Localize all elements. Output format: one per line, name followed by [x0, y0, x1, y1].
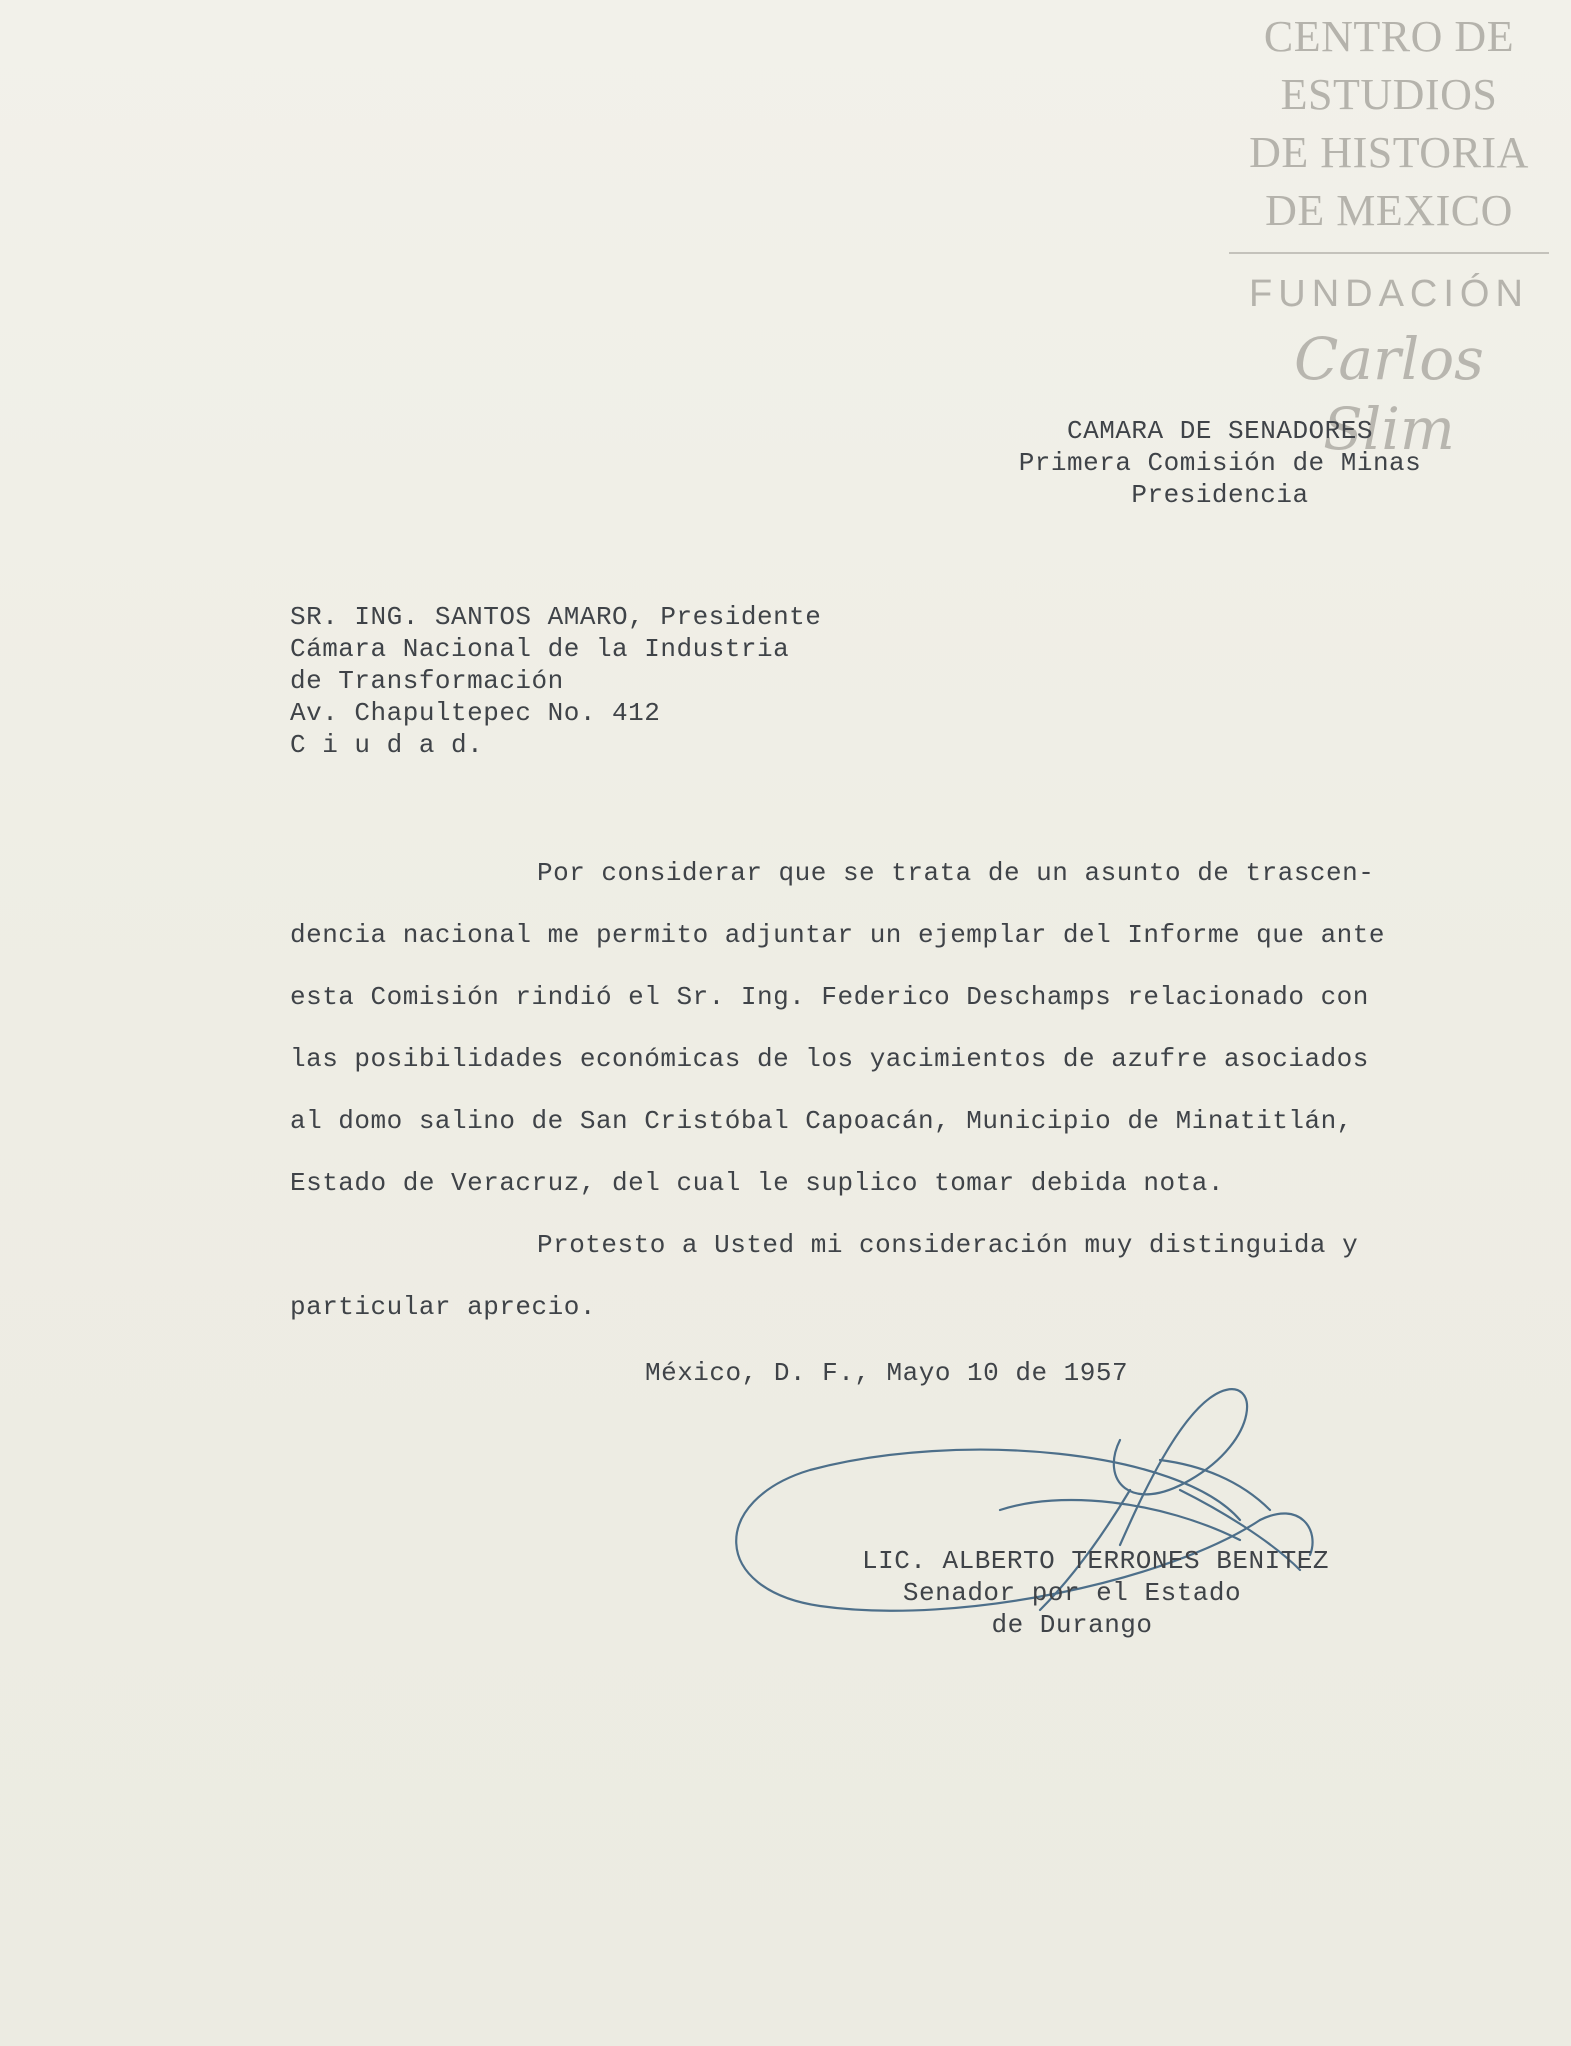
watermark-line-4: DE MEXICO [1265, 186, 1513, 235]
letter-date: México, D. F., Mayo 10 de 1957 [645, 1358, 1129, 1388]
watermark-foundation: FUNDACIÓN [1249, 273, 1529, 315]
recipient-line-1: SR. ING. SANTOS AMARO, Presidente [290, 602, 822, 632]
signer-name: LIC. ALBERTO TERRONES BENITEZ [862, 1546, 1329, 1576]
body-p1-line-2: dencia nacional me permito adjuntar un ejemplar del Informe que ante [290, 920, 1385, 950]
watermark-line-2: ESTUDIOS [1280, 70, 1498, 119]
recipient-line-2: Cámara Nacional de la Industria [290, 634, 790, 664]
body-p2-line-2: particular aprecio. [290, 1292, 596, 1322]
recipient-line-4: Av. Chapultepec No. 412 [290, 698, 661, 728]
body-p1-line-4: las posibilidades económicas de los yacimientos de azufre asociados [290, 1044, 1369, 1074]
body-p2-line-1: Protesto a Usted mi consideración muy distinguida y [537, 1230, 1359, 1260]
body-p1-line-3: esta Comisión rindió el Sr. Ing. Federico Deschamps relacionado con [290, 982, 1369, 1012]
letterhead-line-2: Primera Comisión de Minas [1018, 448, 1422, 478]
watermark-line-1: CENTRO DE [1263, 12, 1515, 61]
watermark-divider [1229, 252, 1549, 254]
body-p1-line-6: Estado de Veracruz, del cual le suplico tomar debida nota. [290, 1168, 1224, 1198]
letterhead-line-3: Presidencia [1131, 480, 1309, 510]
recipient-line-3: de Transformación [290, 666, 564, 696]
body-p1-line-1: Por considerar que se trata de un asunto de trascen- [537, 858, 1375, 888]
watermark-line-3: DE HISTORIA [1249, 128, 1529, 177]
signer-title-1: Senador por el Estado [902, 1578, 1242, 1608]
signer-title-2: de Durango [991, 1610, 1153, 1640]
body-p1-line-5: al domo salino de San Cristóbal Capoacán, Municipio de Minatitlán, [290, 1106, 1353, 1136]
archive-watermark [1229, 8, 1549, 464]
watermark-signature-logo: Carlos Slim [1294, 325, 1484, 463]
letterhead-line-1: CAMARA DE SENADORES [1067, 416, 1373, 446]
recipient-line-5: C i u d a d. [290, 730, 484, 760]
